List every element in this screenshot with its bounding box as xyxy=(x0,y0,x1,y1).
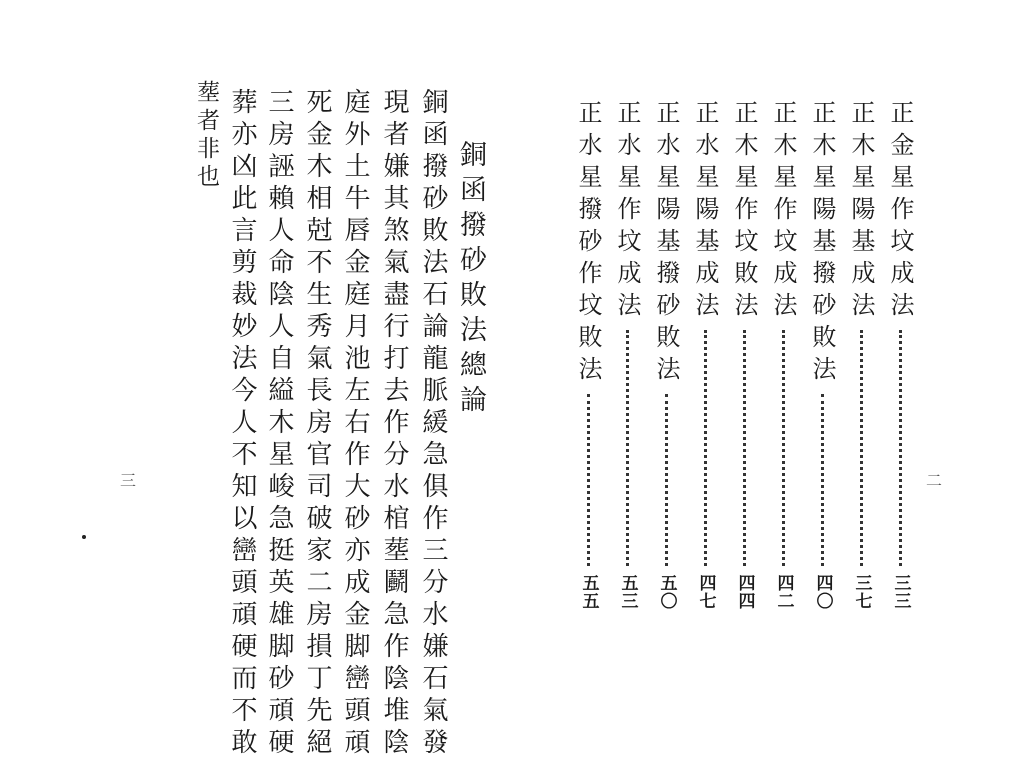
page-number: 二 xyxy=(926,471,943,490)
dot-leader xyxy=(665,394,668,566)
dot-leader xyxy=(626,330,629,566)
ink-speck xyxy=(82,535,86,539)
text-column-3: 庭外土牛唇金庭月池左右作大砂亦成金脚巒頭頑 xyxy=(340,88,370,760)
toc-entry[interactable] xyxy=(885,100,915,610)
toc-entry-page: 三三 xyxy=(890,574,911,610)
text-column-4: 死金木相尅不生秀氣長房官司破家二房損丁先絕 xyxy=(302,88,332,760)
toc-entry-title: 正木星作坟敗法 xyxy=(730,100,758,324)
toc-entry-title: 正水星陽基成法 xyxy=(691,100,719,324)
toc-entry[interactable] xyxy=(690,100,720,610)
toc-entry-page: 五〇 xyxy=(656,574,677,610)
toc-entry-title: 正水星作坟成法 xyxy=(613,100,641,324)
toc-entry-title: 正金星作坟成法 xyxy=(886,100,914,324)
text-column-7: 塟者非也 xyxy=(193,80,219,192)
toc-entry-page: 五五 xyxy=(578,574,599,610)
dot-leader xyxy=(899,330,902,566)
toc-entry-title: 正木星陽基成法 xyxy=(847,100,875,324)
right-page xyxy=(512,0,1024,724)
toc-entry-page: 五三 xyxy=(617,574,638,610)
toc-entry[interactable] xyxy=(846,100,876,610)
text-column-1: 銅函撥砂敗法石論龍脈緩急俱作三分水嫌石氣發 xyxy=(418,88,448,760)
dot-leader xyxy=(587,394,590,566)
dot-leader xyxy=(860,330,863,566)
text-column-2: 現者嫌其煞氣盡行打去作分水棺塟鬬急作陰堆陰 xyxy=(379,88,409,760)
toc-entry-title: 正水星陽基撥砂敗法 xyxy=(652,100,680,388)
dot-leader xyxy=(743,330,746,566)
dot-leader xyxy=(704,330,707,566)
toc-entry[interactable] xyxy=(651,100,681,610)
dot-leader xyxy=(821,394,824,566)
text-column-6: 葬亦凶此言剪裁妙法今人不知以巒頭頑硬而不敢 xyxy=(227,88,257,760)
text-column-5: 三房誣賴人命陰人自縊木星峻急挺英雄脚砂頑硬 xyxy=(264,88,294,760)
toc-entry[interactable] xyxy=(807,100,837,610)
toc-entry[interactable] xyxy=(612,100,642,610)
toc-entry-title: 正木星陽基撥砂敗法 xyxy=(808,100,836,388)
toc-entry-page: 四〇 xyxy=(812,574,833,610)
toc-entry[interactable] xyxy=(729,100,759,610)
toc-entry-page: 三七 xyxy=(851,574,872,610)
toc-entry[interactable] xyxy=(573,100,603,610)
toc-entry-page: 四七 xyxy=(695,574,716,610)
toc-entry-page: 四四 xyxy=(734,574,755,610)
page-number: 三 xyxy=(120,471,137,490)
toc-entry-title: 正水星撥砂作坟敗法 xyxy=(574,100,602,388)
toc-entry[interactable] xyxy=(768,100,798,610)
toc-entry-title: 正木星作坟成法 xyxy=(769,100,797,324)
dot-leader xyxy=(782,330,785,566)
section-heading: 銅函撥砂敗法總論 xyxy=(455,140,486,420)
toc-entry-page: 四二 xyxy=(773,574,794,610)
